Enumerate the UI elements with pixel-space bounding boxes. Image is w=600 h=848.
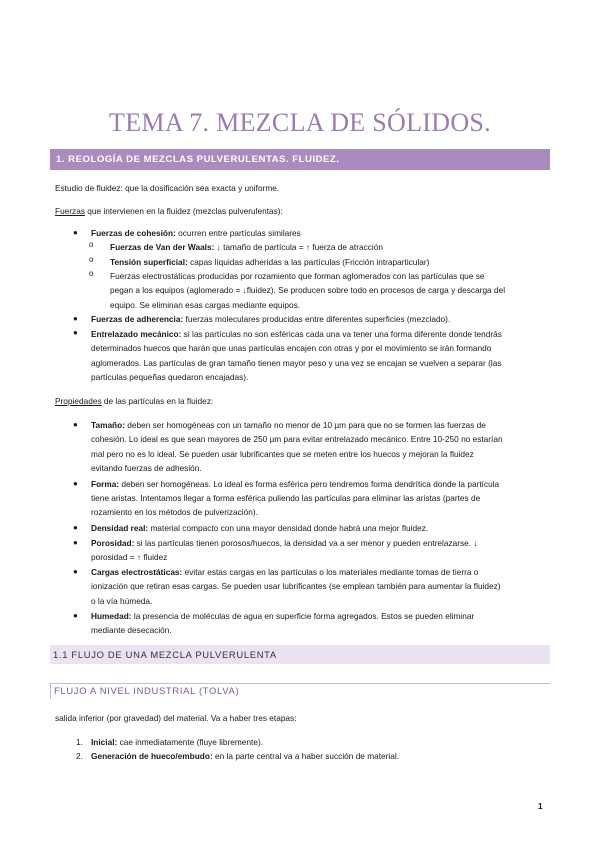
list-item-cont: mal pero no es lo ideal. Se pueden usar lubrificantes que se meten entre los huecos y mejoran la fluidez [91, 449, 474, 459]
list-item: Porosidad: si las partículas tienen porosos/huecos, la densidad va a ser menor y pueden entrelazarse. ↓ [91, 538, 478, 548]
list-item: Forma: deben ser homogéneas. Lo ideal es forma esférica pero tendremos forma dendrítica donde la partícula [91, 479, 500, 489]
lead-term: Inicial: [91, 737, 118, 747]
list-item-cont: tiene aristas. Intentamos llegar a forma esférica puliendo las partículas para eliminar las aristas (partes de [91, 493, 481, 503]
list-item: Cargas electrostáticas: evitar estas cargas en las partículas o los materiales mediante tomas de tierra o [91, 567, 479, 577]
bullet-icon: ● [73, 523, 78, 532]
lead-term: Tensión superficial: [110, 257, 188, 267]
sub-list-item: Tensión superficial: capas líquidas adheridas a las partículas (Fricción intraparticular) [110, 257, 430, 267]
lead-term: Densidad real: [91, 523, 149, 533]
list-item: Densidad real: material compacto con una mayor densidad donde habrá una mejor fluidez. [91, 523, 429, 533]
list-item: Fuerzas de cohesión: ocurren entre partículas similares [91, 228, 301, 238]
numbered-item-number: 2. [76, 751, 83, 761]
intro-paragraph: Estudio de fluidez: que la dosificación sea exacta y uniforme. [55, 183, 280, 193]
sub-list-item-cont: equipo. Se eliminan esas cargas mediante equipos. [110, 300, 301, 310]
numbered-item: Inicial: cae inmediatamente (fluye libremente). [91, 737, 264, 747]
bullet-icon: ● [73, 420, 78, 429]
bullet-icon: ● [73, 228, 78, 237]
list-item-cont: ionización que retiran esas cargas. Se pueden usar lubrificantes (se emplean también para aumentar la fluidez) [91, 581, 501, 591]
list-item: Entrelazado mecánico: si las partículas no son esféricas cada una va tener una forma diferente donde tendrás [91, 329, 502, 339]
section-heading-1-1: 1.1 FLUJO DE UNA MEZCLA PULVERULENTA [50, 645, 550, 664]
fuerzas-rest: que intervienen en la fluidez (mezclas pulverulentas): [84, 206, 283, 216]
propiedades-rest: de las partículas en la fluidez: [101, 396, 214, 406]
list-item-cont: rozamiento en los métodos de pulverización). [91, 507, 258, 517]
lead-term: Porosidad: [91, 538, 135, 548]
list-item-cont: cohesión. Lo ideal es que sean mayores de 250 µm para evitar entrelazado mecánico. Entre 10-250 no estarían [91, 434, 503, 444]
subsection-heading: FLUJO A NIVEL INDUSTRIAL (TOLVA) [50, 683, 550, 699]
bullet-icon: ● [73, 611, 78, 620]
numbered-item-number: 1. [76, 737, 83, 747]
list-item-cont: partículas pequeñas quedaron encajadas). [91, 372, 249, 382]
document-title: TEMA 7. MEZCLA DE SÓLIDOS. [109, 108, 491, 137]
propiedades-paragraph [55, 394, 213, 408]
bullet-icon: ● [73, 479, 78, 488]
bullet-icon: ● [73, 314, 78, 323]
fuerzas-underlined: Fuerzas [55, 206, 85, 216]
section-heading-1: 1. REOLOGÍA DE MEZCLAS PULVERULENTAS. FLUIDEZ. [50, 149, 550, 170]
list-item-cont: porosidad = ↑ fluidez [91, 552, 168, 562]
bullet-icon: ● [73, 567, 78, 576]
sub-list-item: Fuerzas electrostáticas producidas por rozamiento que forman aglomerados con las partículas que se [110, 271, 485, 281]
numbered-item: Generación de hueco/embudo: en la parte central va a haber succión de material. [91, 751, 400, 761]
list-item-cont: aglomerados. Las partículas de gran tamaño tienen mayor peso y una vez se encajan se vuelven a separar (las [91, 358, 502, 368]
page-number: 1 [538, 801, 543, 811]
propiedades-underlined: Propiedades [55, 396, 102, 406]
list-item: Fuerzas de adherencia: fuerzas moleculares producidas entre diferentes superficies (mezclado). [91, 314, 451, 324]
sub-list-item: Fuerzas de Van der Waals: ↓ tamaño de partícula = ↑ fuerza de atracción [110, 242, 383, 252]
lead-term: Entrelazado mecánico: [91, 329, 182, 339]
list-item-cont: o la vía húmeda. [91, 596, 153, 606]
sub-bullet-icon: o [89, 240, 94, 249]
sub-list-item-cont: pegan a los equipos (aglomerado = ↓fluidez). Se producen sobre todo en procesos de carga y descarga del [110, 285, 506, 295]
list-item: Humedad: la presencia de moléculas de agua en superficie forma agregados. Estos se pueden eliminar [91, 611, 475, 621]
lead-term: Fuerzas de cohesión: [91, 228, 176, 238]
list-item-cont: mediante desecación. [91, 625, 172, 635]
lead-term: Humedad: [91, 611, 132, 621]
lead-term: Tamaño: [91, 420, 125, 430]
list-item: Tamaño: deben ser homogéneas con un tamaño no menor de 10 µm para que no se formen las fuerzas de [91, 420, 486, 430]
sub-bullet-icon: o [89, 269, 94, 278]
sub-bullet-icon: o [89, 255, 94, 264]
lead-term: Cargas electrostáticas: [91, 567, 183, 577]
list-item-cont: determinados huecos que harán que unas partículas encajen con otras y por el movimiento se irán formando [91, 343, 492, 353]
lead-term: Fuerzas de Van der Waals: [110, 242, 215, 252]
lead-term: Generación de hueco/embudo: [91, 751, 213, 761]
lead-term: Fuerzas de adherencia: [91, 314, 184, 324]
tolva-intro: salida inferior (por gravedad) del material. Va a haber tres etapas: [55, 713, 297, 723]
bullet-icon: ● [73, 538, 78, 547]
bullet-icon: ● [73, 328, 78, 337]
fuerzas-paragraph [55, 204, 283, 218]
list-item-cont: evitando fuerzas de adhesión. [91, 463, 202, 473]
lead-term: Forma: [91, 479, 120, 489]
